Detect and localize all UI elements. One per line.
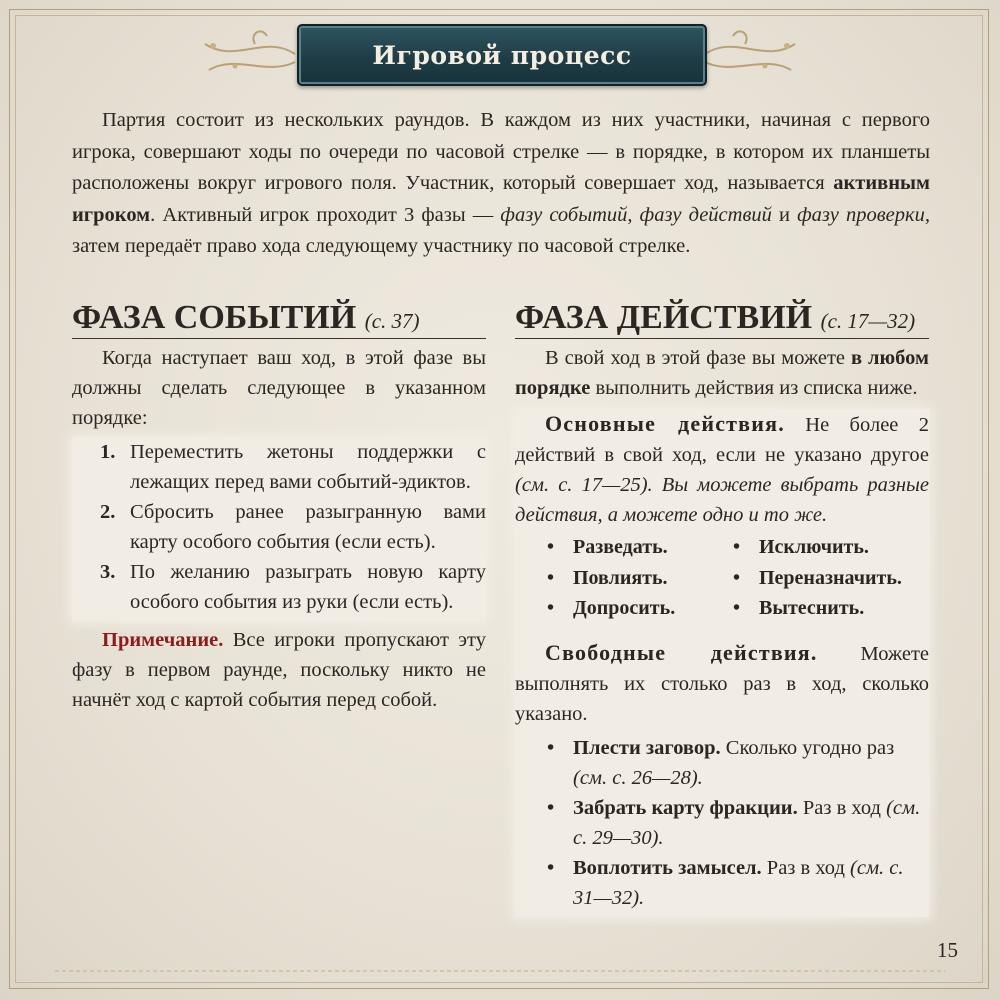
intro-text: и (771, 203, 798, 226)
intro-text: Партия состоит из нескольких раундов. В каждом из них участники, начиная с первого игрока, совершают ходы по очереди по часовой стрелке — в порядке, в котором их планшеты расположены вокруг игрового поля. Участник, который совершает ход, называется (72, 109, 930, 194)
list-item (100, 497, 486, 557)
step-number: 1. (100, 441, 116, 463)
free-actions-heading: Свободные действия. (545, 639, 818, 665)
actions-phase-lead (515, 343, 929, 403)
step-number: 2. (100, 501, 116, 523)
step-text: По желанию разыграть новую карту особого события из руки (если есть). (130, 561, 486, 613)
page-number: 15 (937, 938, 958, 962)
intro-paragraph (72, 105, 930, 263)
free-action-rule: Сколько угодно раз (720, 736, 895, 759)
main-actions-note: (см. с. 17—25). Вы можете выбрать разные действия, а можете одно и то же. (515, 474, 929, 526)
free-action-rule: Раз в ход (797, 796, 887, 819)
events-steps-list (72, 437, 486, 621)
free-action-rule: Раз в ход (761, 856, 851, 879)
action-name: Разведать. (573, 536, 668, 558)
phase-events-term: фазу событий (500, 203, 628, 226)
free-action-name: Воплотить замысел. (573, 856, 762, 879)
list-item (725, 532, 925, 563)
list-item (539, 593, 725, 624)
events-steps-box (72, 437, 486, 621)
action-name: Вытеснить. (759, 597, 865, 619)
action-name: Повлиять. (573, 566, 668, 589)
intro-text: , затем передаёт право хода следующему участнику по часовой стрелке. (72, 203, 930, 257)
events-phase-lead: Когда наступает ваш ход, в этой фазе вы должны сделать следующее в указанном порядке: (72, 347, 486, 429)
note-label: Примечание. (102, 629, 224, 651)
list-item (539, 853, 929, 913)
free-action-name: Забрать карту фракции. (573, 796, 798, 819)
bullet-icon: • (733, 536, 741, 558)
actions-box (515, 409, 929, 917)
list-item (539, 563, 725, 594)
intro-text: , (627, 203, 640, 226)
bullet-icon: • (547, 597, 555, 619)
step-text: Сбросить ранее разыгранную вами карту особого события (если есть). (130, 501, 486, 553)
events-phase-heading (72, 298, 486, 339)
main-actions-list (539, 532, 929, 624)
events-phase-note (72, 625, 486, 715)
main-actions-description (515, 409, 929, 530)
list-item (539, 532, 725, 563)
bullet-icon: • (733, 597, 741, 619)
main-actions-heading: Основные действия. (545, 411, 785, 436)
bullet-icon: • (733, 566, 741, 589)
list-item (100, 437, 486, 497)
free-actions-text: Можете выполнять их столько раз в ход, сколько указано. (515, 642, 929, 725)
free-actions-list (539, 733, 929, 913)
bullet-icon: • (547, 536, 555, 558)
bullet-icon: • (547, 796, 555, 819)
free-action-name: Плести заговор. (573, 736, 721, 759)
list-item (100, 557, 486, 617)
bullet-icon: • (547, 736, 555, 759)
actions-phase-column (515, 298, 929, 917)
free-action-ref: (см. с. 31—32). (573, 856, 904, 909)
section-title-banner (297, 24, 707, 86)
actions-phase-page-ref: (с. 17—32) (820, 309, 916, 333)
action-name: Допросить. (573, 597, 676, 619)
list-item (539, 793, 929, 853)
action-name: Исключить. (759, 536, 869, 558)
actions-phase-heading (515, 298, 929, 339)
phase-actions-term: фазу действий (639, 203, 772, 226)
main-actions-text: Не более 2 действий в свой ход, если не указано другое (515, 414, 929, 466)
intro-text: . Активный игрок проходит 3 фазы — (150, 203, 501, 226)
bullet-icon: • (547, 856, 555, 879)
list-item (725, 563, 925, 594)
list-item (539, 733, 929, 793)
events-phase-page-ref: (с. 37) (364, 309, 420, 333)
bullet-icon: • (547, 566, 555, 589)
step-number: 3. (100, 561, 116, 583)
list-item (725, 593, 925, 624)
page-title: Игровой процесс (372, 40, 632, 70)
lead-text: В свой ход в этой фазе вы можете (545, 347, 851, 369)
events-phase-column (72, 298, 486, 715)
free-action-ref: (см. с. 26—28). (573, 766, 703, 789)
free-action-ref: (см. с. 29—30). (573, 796, 921, 849)
step-text: Переместить жетоны поддержки с лежащих перед вами событий-эдиктов. (130, 441, 486, 493)
events-phase-title: ФАЗА СОБЫТИЙ (72, 299, 357, 336)
action-name: Переназначить. (759, 566, 902, 589)
lead-text: выполнить действия из списка ниже. (590, 377, 918, 399)
free-actions-description (515, 638, 929, 729)
any-order-term: в любом порядке (515, 347, 929, 399)
active-player-term: активным игроком (72, 172, 930, 226)
note-text: Все игроки пропускают эту фазу в первом раунде, поскольку никто не начнёт ход с картой события перед собой. (72, 629, 486, 711)
bottom-ornamental-rule (55, 968, 945, 974)
actions-phase-title: ФАЗА ДЕЙСТВИЙ (515, 299, 813, 336)
phase-check-term: фазу проверки (797, 203, 925, 226)
